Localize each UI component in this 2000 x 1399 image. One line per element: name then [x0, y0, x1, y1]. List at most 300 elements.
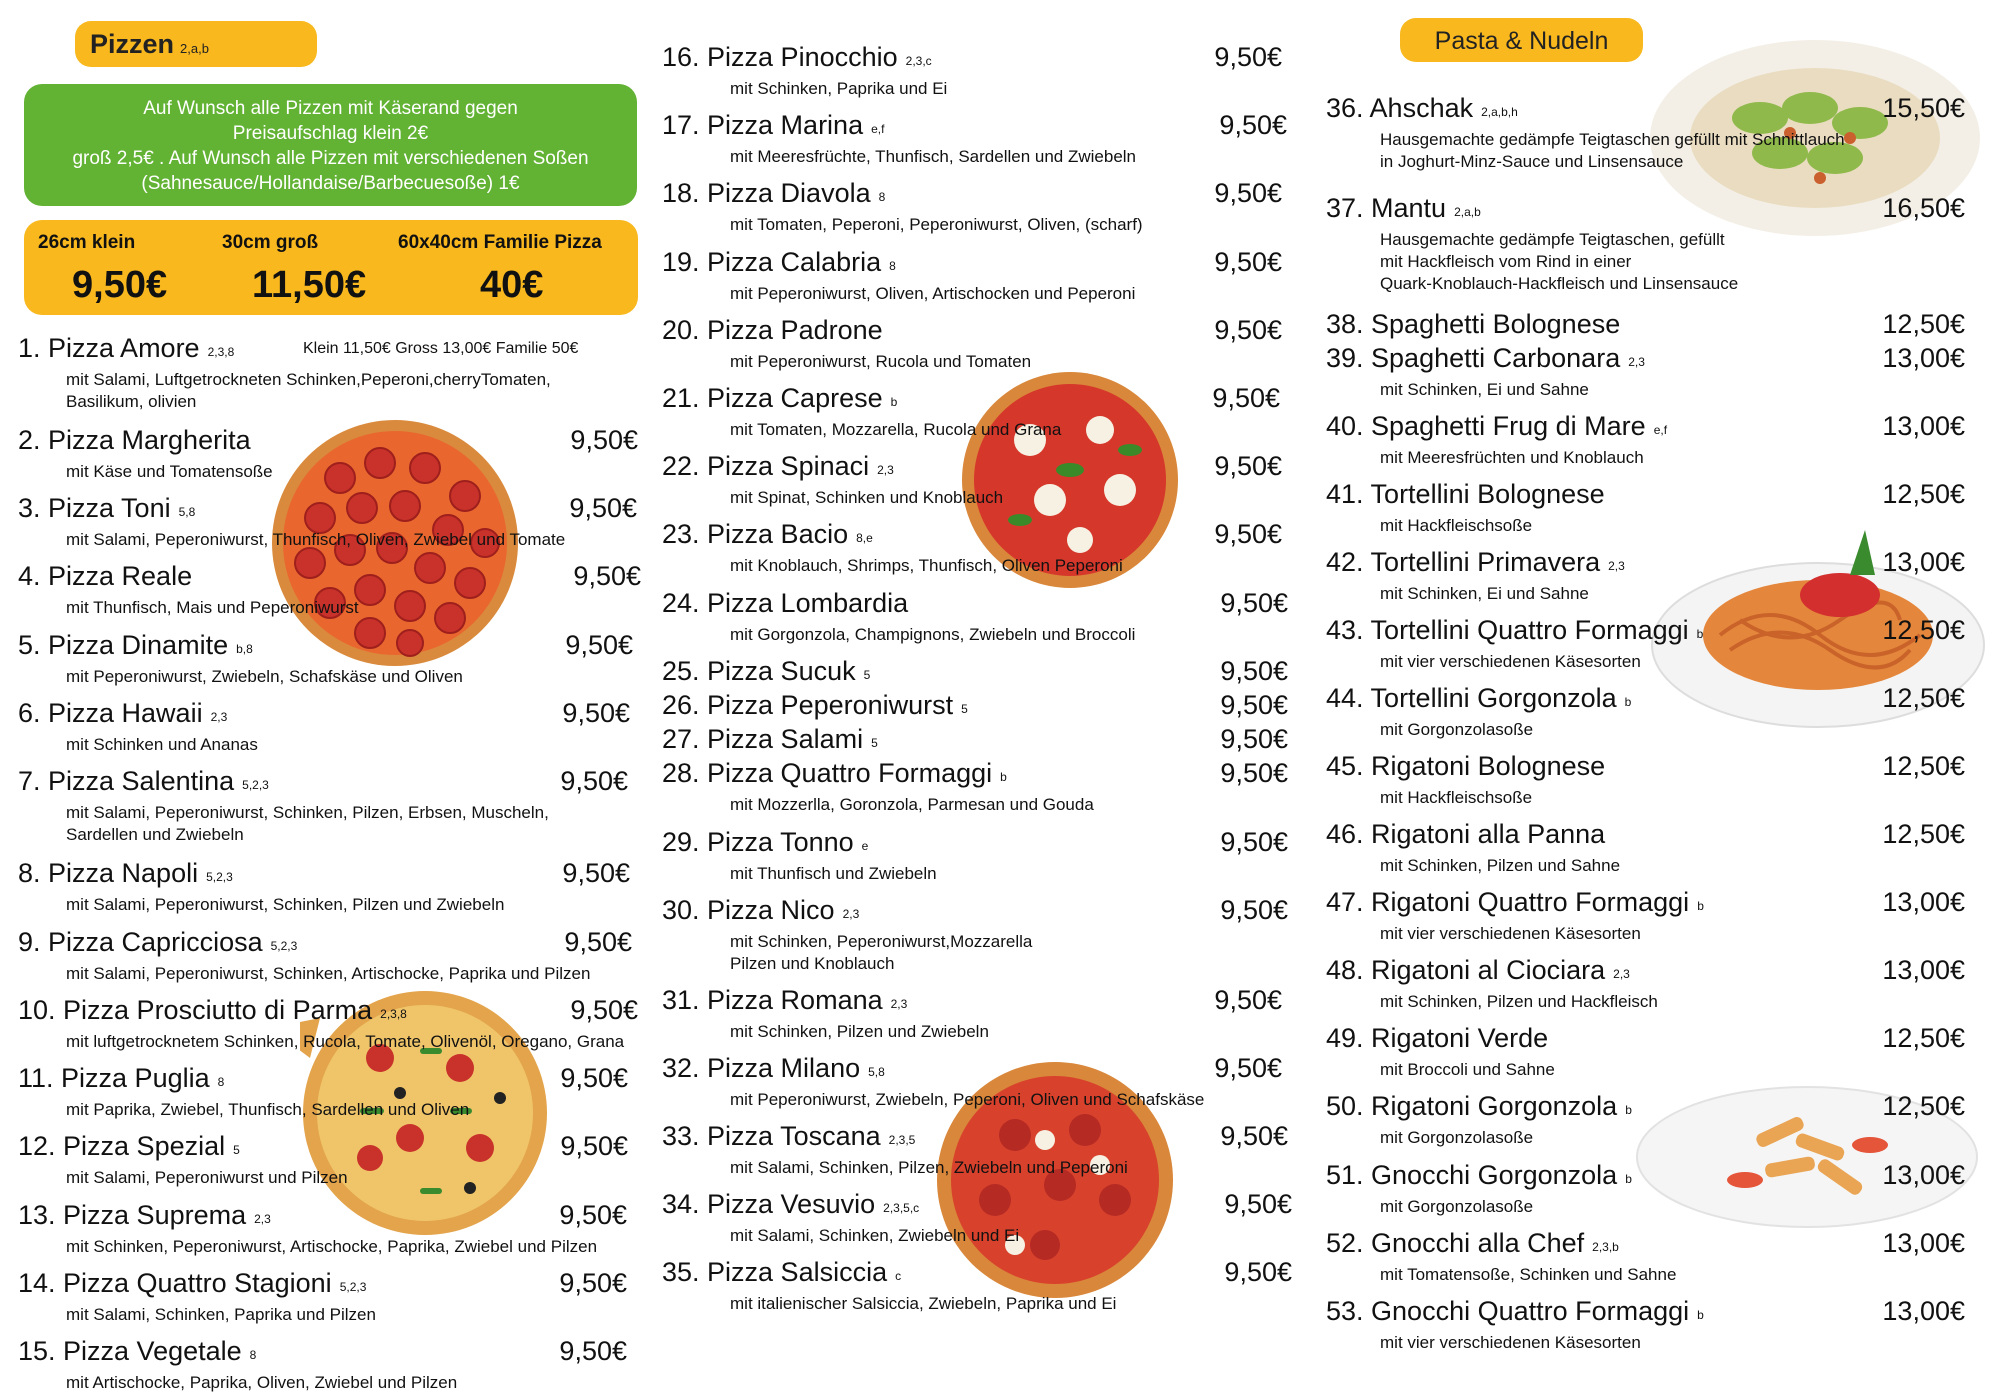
menu-item-name	[1326, 1296, 1704, 1327]
allergen-codes: 2,3,8	[207, 345, 235, 359]
description-line: mit Schinken, Peperoniwurst,Mozzarella	[730, 932, 1033, 951]
menu-item-name	[1326, 887, 1704, 918]
menu-item-price: 9,50€	[1214, 42, 1282, 72]
description-line: mit Thunfisch, Mais und Peperoniwurst	[66, 598, 359, 617]
menu-item-name	[1326, 1160, 1632, 1191]
menu-item-name	[18, 995, 407, 1026]
menu-item-price: 9,50€	[1220, 656, 1288, 686]
menu-item-name	[18, 927, 297, 958]
menu-item-title: 24. Pizza Lombardia	[662, 588, 909, 618]
menu-item-description	[66, 1099, 469, 1121]
allergen-codes: b	[1625, 1172, 1632, 1186]
menu-item-price: 9,50€	[1220, 1121, 1288, 1151]
allergen-codes: 5,8	[868, 1065, 885, 1079]
description-line: mit Schinken, Pilzen und Sahne	[1380, 856, 1621, 875]
allergen-codes: e,f	[871, 122, 885, 136]
menu-item-price: 12,50€	[1882, 1023, 1965, 1053]
menu-item-description	[66, 1372, 457, 1394]
menu-item-description	[730, 555, 1123, 577]
menu-item-description	[730, 1089, 1204, 1111]
menu-item-title: 34. Pizza Vesuvio	[662, 1189, 876, 1219]
allergen-codes: 2,3,b	[1592, 1240, 1619, 1254]
description-line: mit Artischocke, Paprika, Oliven, Zwiebel und Pilzen	[66, 1373, 458, 1392]
menu-item-description	[1380, 855, 1620, 877]
menu-item-name	[18, 858, 233, 889]
allergen-codes: 8	[878, 190, 886, 204]
menu-item-title: 50. Rigatoni Gorgonzola	[1326, 1091, 1618, 1121]
menu-item-title: 5. Pizza Dinamite	[18, 630, 229, 660]
menu-item-price: 12,50€	[1882, 1091, 1965, 1121]
menu-item-price: 13,00€	[1882, 343, 1965, 373]
menu-item-name	[662, 588, 908, 619]
allergen-codes: 5,8	[178, 505, 196, 519]
menu-item-price: 9,50€	[1220, 895, 1288, 925]
allergen-codes: 2,3,c	[905, 54, 932, 68]
menu-item-title: 32. Pizza Milano	[662, 1053, 861, 1083]
menu-item-title: 31. Pizza Romana	[662, 985, 883, 1015]
menu-item-price: 9,50€	[564, 927, 632, 957]
allergen-codes: 5,2,3	[242, 778, 269, 792]
menu-item-name	[18, 1336, 256, 1367]
menu-item-title: 27. Pizza Salami	[662, 724, 864, 754]
description-line: mit Schinken, Pilzen und Zwiebeln	[730, 1022, 989, 1041]
menu-item-title: 35. Pizza Salsiccia	[662, 1257, 888, 1287]
description-line: mit Salami, Luftgetrockneten Schinken,Peperoni,cherryTomaten,	[66, 370, 551, 389]
menu-item-title: 33. Pizza Toscana	[662, 1121, 881, 1151]
allergen-codes: e,f	[1653, 423, 1668, 437]
menu-item-price: 9,50€	[1220, 827, 1288, 857]
menu-item-name	[662, 42, 932, 73]
description-line: Hausgemachte gedämpfe Teigtaschen gefüllt mit Schnittlauch	[1380, 130, 1845, 149]
menu-item-name	[662, 656, 870, 687]
description-line: mit Mozzerlla, Goronzola, Parmesan und Gouda	[730, 795, 1094, 814]
menu-item-description	[66, 597, 359, 619]
size-price: 11,50€	[252, 264, 367, 306]
description-line: mit Käse und Tomatensoße	[66, 462, 273, 481]
menu-item-title: 1. Pizza Amore	[18, 333, 200, 363]
menu-item-price: 9,50€	[1220, 588, 1288, 618]
menu-item-price: 13,00€	[1882, 547, 1965, 577]
allergen-codes: b	[1625, 1103, 1632, 1117]
menu-item-price: 9,50€	[562, 698, 630, 728]
allergen-codes: 2,3	[254, 1212, 271, 1226]
menu-item-description	[1380, 991, 1658, 1013]
menu-item-title: 45. Rigatoni Bolognese	[1326, 751, 1606, 781]
menu-item-title: 37. Mantu	[1326, 193, 1447, 223]
menu-item-price: 13,00€	[1882, 955, 1965, 985]
menu-item-title: 7. Pizza Salentina	[18, 766, 235, 796]
menu-item-description	[66, 1031, 624, 1053]
menu-item-description	[730, 78, 947, 100]
note-line: Preisaufschlag klein 2€	[232, 123, 429, 144]
description-line: mit Peperoniwurst, Zwiebeln, Schafskäse und Oliven	[66, 667, 463, 686]
allergen-codes: 5,2,3	[206, 870, 233, 884]
description-line: mit Paprika, Zwiebel, Thunfisch, Sardellen und Oliven	[66, 1100, 470, 1119]
allergen-codes: b	[890, 395, 898, 409]
menu-item-price: 9,50€	[1212, 383, 1280, 413]
menu-item-title: 18. Pizza Diavola	[662, 178, 871, 208]
menu-item-price: 9,50€	[570, 995, 638, 1025]
menu-item-name	[1326, 343, 1645, 374]
description-line: mit Gorgonzolasoße	[1380, 720, 1534, 739]
menu-item-name	[662, 1053, 885, 1084]
menu-item-price: 9,50€	[559, 1336, 627, 1366]
allergen-codes: 5	[961, 702, 968, 716]
menu-item-name	[1326, 93, 1518, 124]
menu-item-name	[1326, 547, 1625, 578]
menu-item-name	[662, 758, 1007, 789]
menu-item-description	[1380, 1332, 1641, 1354]
menu-item-price: 9,50€	[1214, 178, 1282, 208]
description-line: mit Peperoniwurst, Rucola und Tomaten	[730, 352, 1032, 371]
size-price-box	[24, 220, 638, 315]
menu-item-price: 9,50€	[560, 766, 628, 796]
description-line: mit Salami, Schinken, Zwiebeln und Ei	[730, 1226, 1020, 1245]
menu-item-title: 4. Pizza Reale	[18, 561, 193, 591]
menu-item-title: 41. Tortellini Bolognese	[1326, 479, 1605, 509]
description-line: mit Thunfisch und Zwiebeln	[730, 864, 937, 883]
menu-item-description	[66, 461, 273, 483]
menu-item-description	[730, 1293, 1116, 1315]
note-line: Auf Wunsch alle Pizzen mit Käserand gegen	[143, 98, 518, 119]
menu-item-title: 28. Pizza Quattro Formaggi	[662, 758, 993, 788]
menu-item-name	[1326, 309, 1620, 340]
menu-item-name	[662, 247, 896, 278]
menu-item-description	[730, 1225, 1019, 1247]
allergen-codes: 2,3,5,c	[883, 1201, 920, 1215]
menu-item-title: 47. Rigatoni Quattro Formaggi	[1326, 887, 1690, 917]
menu-item-description	[730, 214, 1143, 236]
menu-item-name	[662, 1257, 901, 1288]
menu-item-price: 9,50€	[1224, 1257, 1292, 1287]
menu-item-price: 9,50€	[559, 1200, 627, 1230]
menu-item-title: 43. Tortellini Quattro Formaggi	[1326, 615, 1689, 645]
menu-item-title: 44. Tortellini Gorgonzola	[1326, 683, 1617, 713]
menu-item-title: 11. Pizza Puglia	[18, 1063, 210, 1093]
allergen-codes: b	[1697, 899, 1704, 913]
menu-item-name	[18, 1268, 366, 1299]
menu-item-price: 9,50€	[1220, 724, 1288, 754]
menu-item-price: 9,50€	[560, 1063, 628, 1093]
allergen-codes: 5,2,3	[339, 1280, 367, 1294]
size-price: 40€	[480, 264, 544, 306]
menu-item-price: 9,50€	[1214, 519, 1282, 549]
description-line: mit Meeresfrüchten und Knoblauch	[1380, 448, 1644, 467]
description-line: mit vier verschiedenen Käsesorten	[1380, 924, 1641, 943]
menu-item-title: 40. Spaghetti Frug di Mare	[1326, 411, 1646, 441]
description-line: mit Salami, Schinken, Paprika und Pilzen	[66, 1305, 376, 1324]
menu-item-name	[1326, 1023, 1548, 1054]
menu-item-name	[1326, 411, 1667, 442]
pizzen-allergens: 2,a,b	[180, 41, 209, 56]
menu-item-description	[730, 146, 1136, 168]
note-line: (Sahnesauce/Hollandaise/Barbecuesoße) 1€	[141, 173, 520, 194]
menu-item-price: 9,50€	[569, 493, 637, 523]
allergen-codes: b	[1697, 1308, 1704, 1322]
allergen-codes: 5	[871, 736, 878, 750]
menu-item-title: 23. Pizza Bacio	[662, 519, 849, 549]
description-line: mit Salami, Peperoniwurst, Schinken, Pilzen, Erbsen, Muscheln,	[66, 803, 549, 822]
menu-item-name	[18, 1200, 271, 1231]
description-line: mit Hackfleisch vom Rind in einer	[1380, 252, 1632, 271]
menu-item-name	[18, 630, 253, 661]
menu-item-description	[1380, 229, 1738, 295]
allergen-codes: b,8	[236, 642, 253, 656]
description-line: mit Salami, Peperoniwurst, Schinken, Artischocke, Paprika und Pilzen	[66, 964, 591, 983]
menu-item-price: 13,00€	[1882, 411, 1965, 441]
menu-item-title: 8. Pizza Napoli	[18, 858, 199, 888]
menu-item-description	[66, 963, 590, 985]
size-label: 60x40cm Familie Pizza	[398, 232, 602, 253]
menu-item-price: 9,50€	[570, 425, 638, 455]
description-line: mit Gorgonzola, Champignons, Zwiebeln und Broccoli	[730, 625, 1136, 644]
menu-item-description	[1380, 1196, 1533, 1218]
allergen-codes: 2,3	[890, 997, 908, 1011]
menu-item-price: 13,00€	[1882, 1160, 1965, 1190]
menu-item-name	[1326, 683, 1631, 714]
allergen-codes: b	[1696, 627, 1704, 641]
menu-item-description	[1380, 447, 1644, 469]
description-line: mit Schinken, Paprika und Ei	[730, 79, 948, 98]
allergen-codes: 5	[863, 668, 871, 682]
allergen-codes: 8	[889, 259, 896, 273]
menu-item-title: 15. Pizza Vegetale	[18, 1336, 242, 1366]
menu-item-description	[1380, 651, 1641, 673]
description-line: mit Meeresfrüchte, Thunfisch, Sardellen und Zwiebeln	[730, 147, 1136, 166]
menu-item-description	[730, 419, 1061, 441]
menu-item-price: 9,50€	[1214, 451, 1282, 481]
menu-item-title: 29. Pizza Tonno	[662, 827, 854, 857]
menu-item-title: 17. Pizza Marina	[662, 110, 864, 140]
pasta-header	[1400, 18, 1643, 62]
menu-item-price: 12,50€	[1882, 683, 1965, 713]
allergen-codes: 2,a,b	[1454, 205, 1481, 219]
menu-item-title: 3. Pizza Toni	[18, 493, 171, 523]
menu-item-description	[1380, 1059, 1555, 1081]
menu-item-price: 16,50€	[1882, 193, 1965, 223]
allergen-codes: 5	[233, 1143, 240, 1157]
menu-item-name	[1326, 615, 1703, 646]
menu-item-description	[730, 351, 1031, 373]
menu-item-price: 9,50€	[1214, 1053, 1282, 1083]
menu-item-description	[730, 487, 1003, 509]
description-line: mit Gorgonzolasoße	[1380, 1197, 1534, 1216]
menu-item-title: 39. Spaghetti Carbonara	[1326, 343, 1621, 373]
description-line: mit italienischer Salsiccia, Zwiebeln, Paprika und Ei	[730, 1294, 1117, 1313]
allergen-codes: b	[1624, 695, 1632, 709]
menu-item-name	[662, 178, 885, 209]
menu-item-price: 9,50€	[573, 561, 641, 591]
menu-item-price: 12,50€	[1882, 819, 1965, 849]
menu-item-title: 21. Pizza Caprese	[662, 383, 883, 413]
menu-item-name	[1326, 479, 1605, 510]
menu-item-description	[66, 802, 549, 846]
menu-item-title: 30. Pizza Nico	[662, 895, 835, 925]
menu-item-price: 12,50€	[1882, 615, 1965, 645]
description-line: mit Hackfleischsoße	[1380, 788, 1533, 807]
menu-item-name	[1326, 193, 1481, 224]
menu-item-name	[18, 493, 195, 524]
description-line: mit vier verschiedenen Käsesorten	[1380, 652, 1641, 671]
menu-item-price: 12,50€	[1882, 479, 1965, 509]
menu-item-name	[662, 985, 907, 1016]
allergen-codes: 8	[249, 1348, 257, 1362]
menu-item-title: 42. Tortellini Primavera	[1326, 547, 1601, 577]
menu-item-name	[662, 451, 894, 482]
description-line: Basilikum, olivien	[66, 392, 197, 411]
description-line: mit Salami, Schinken, Pilzen, Zwiebeln und Peperoni	[730, 1158, 1128, 1177]
description-line: mit Peperoniwurst, Zwiebeln, Peperoni, Oliven und Schafskäse	[730, 1090, 1205, 1109]
menu-item-description	[1380, 129, 1845, 173]
menu-item-name	[18, 561, 192, 592]
menu-item-name	[1326, 1091, 1632, 1122]
menu-item-title: 22. Pizza Spinaci	[662, 451, 870, 481]
menu-item-title: 51. Gnocchi Gorgonzola	[1326, 1160, 1618, 1190]
menu-item-price: 13,00€	[1882, 1296, 1965, 1326]
description-line: mit Peperoniwurst, Oliven, Artischocken und Peperoni	[730, 284, 1136, 303]
description-line: Pilzen und Knoblauch	[730, 954, 895, 973]
menu-item-price: 13,00€	[1882, 1228, 1965, 1258]
menu-item-title: 49. Rigatoni Verde	[1326, 1023, 1549, 1053]
menu-item-name	[18, 766, 269, 797]
menu-item-price: 13,00€	[1882, 887, 1965, 917]
menu-item-title: 20. Pizza Padrone	[662, 315, 883, 345]
description-line: mit luftgetrocknetem Schinken, Rucola, Tomate, Olivenöl, Oregano, Grana	[66, 1032, 625, 1051]
description-line: mit Hackfleischsoße	[1380, 516, 1533, 535]
menu-item-description	[1380, 583, 1589, 605]
menu-item-description	[66, 529, 565, 551]
menu-item-description	[730, 1157, 1128, 1179]
allergen-codes: b	[1000, 770, 1007, 784]
menu-item-title: 14. Pizza Quattro Stagioni	[18, 1268, 332, 1298]
menu-item-name	[662, 315, 883, 346]
menu-item-description	[1380, 787, 1532, 809]
cheese-crust-note	[24, 84, 637, 206]
pizzen-header	[75, 21, 317, 67]
menu-item-name	[662, 827, 868, 858]
description-line: mit Salami, Peperoniwurst und Pilzen	[66, 1168, 348, 1187]
menu-item-name	[1326, 1228, 1619, 1259]
menu-item-name	[18, 1131, 240, 1162]
menu-item-title: 46. Rigatoni alla Panna	[1326, 819, 1606, 849]
menu-item-title: 10. Pizza Prosciutto di Parma	[18, 995, 373, 1025]
description-line: mit Salami, Peperoniwurst, Thunfisch, Oliven, Zwiebel und Tomate	[66, 530, 566, 549]
menu-item-price: 9,50€	[1214, 985, 1282, 1015]
description-line: mit Schinken, Ei und Sahne	[1380, 380, 1589, 399]
description-line: mit Schinken, Peperoniwurst, Artischocke, Paprika, Zwiebel und Pilzen	[66, 1237, 598, 1256]
description-line: mit Schinken, Pilzen und Hackfleisch	[1380, 992, 1658, 1011]
menu-item-name	[662, 895, 859, 926]
menu-item-description	[1380, 1127, 1533, 1149]
menu-item-price: 9,50€	[1220, 758, 1288, 788]
allergen-codes: 2,3	[842, 907, 860, 921]
size-price: 9,50€	[72, 264, 168, 306]
menu-item-name	[18, 698, 227, 729]
description-line: mit vier verschiedenen Käsesorten	[1380, 1333, 1641, 1352]
menu-item-price: 9,50€	[1224, 1189, 1292, 1219]
menu-item-title: 16. Pizza Pinocchio	[662, 42, 898, 72]
menu-item-description	[66, 369, 551, 413]
allergen-codes: 5,2,3	[270, 939, 298, 953]
allergen-codes: 2,3	[1608, 559, 1625, 573]
menu-item-price: 9,50€	[1219, 110, 1287, 140]
allergen-codes: 2,3,8	[380, 1007, 407, 1021]
menu-item-description	[1380, 379, 1589, 401]
size-label: 30cm groß	[222, 232, 319, 253]
description-line: mit Knoblauch, Shrimps, Thunfisch, Oliven Peperoni	[730, 556, 1123, 575]
menu-item-description	[730, 931, 1032, 975]
menu-item-description	[66, 734, 258, 756]
menu-item-title: 19. Pizza Calabria	[662, 247, 882, 277]
menu-item-description	[66, 894, 504, 916]
menu-item-description	[66, 1167, 348, 1189]
menu-item-price: 12,50€	[1882, 751, 1965, 781]
description-line: mit Tomatensoße, Schinken und Sahne	[1380, 1265, 1677, 1284]
menu-item-name	[662, 383, 897, 414]
description-line: Hausgemachte gedämpfe Teigtaschen, gefüllt	[1380, 230, 1725, 249]
allergen-codes: 2,3	[1613, 967, 1630, 981]
menu-item-description	[1380, 923, 1641, 945]
description-line: mit Tomaten, Peperoni, Peperoniwurst, Oliven, (scharf)	[730, 215, 1143, 234]
menu-item-price: 9,50€	[559, 1268, 627, 1298]
allergen-codes: e	[861, 839, 869, 853]
menu-item-description	[730, 624, 1135, 646]
menu-item-price: 9,50€	[1214, 315, 1282, 345]
menu-item-price: 9,50€	[565, 630, 633, 660]
menu-item-description	[1380, 719, 1533, 741]
menu-item-title: 6. Pizza Hawaii	[18, 698, 203, 728]
note-line: groß 2,5€ . Auf Wunsch alle Pizzen mit verschiedenen Soßen	[72, 148, 589, 169]
description-line: mit Spinat, Schinken und Knoblauch	[730, 488, 1004, 507]
menu-item-name	[662, 690, 968, 721]
pizzen-title: Pizzen	[90, 29, 175, 59]
menu-item-name	[18, 425, 251, 456]
menu-item-description	[730, 1021, 989, 1043]
menu-item-name	[18, 333, 234, 364]
menu-item-title: 36. Ahschak	[1326, 93, 1474, 123]
allergen-codes: 8	[217, 1075, 225, 1089]
menu-item-title: 13. Pizza Suprema	[18, 1200, 247, 1230]
menu-item-description	[730, 863, 937, 885]
description-line: mit Gorgonzolasoße	[1380, 1128, 1534, 1147]
menu-item-price: 9,50€	[562, 858, 630, 888]
allergen-codes: c	[895, 1269, 902, 1283]
menu-item-name	[662, 110, 884, 141]
menu-item-name	[662, 1189, 919, 1220]
description-line: mit Tomaten, Mozzarella, Rucola und Grana	[730, 420, 1062, 439]
menu-item-title: 38. Spaghetti Bolognese	[1326, 309, 1621, 339]
menu-item-price: 15,50€	[1882, 93, 1965, 123]
description-line: mit Broccoli und Sahne	[1380, 1060, 1555, 1079]
menu-item-title: 2. Pizza Margherita	[18, 425, 251, 455]
menu-item-price: 9,50€	[1214, 247, 1282, 277]
menu-item-price: 9,50€	[560, 1131, 628, 1161]
menu-item-name	[1326, 751, 1605, 782]
description-line: mit Salami, Peperoniwurst, Schinken, Pilzen und Zwiebeln	[66, 895, 505, 914]
menu-item-title: 48. Rigatoni al Ciociara	[1326, 955, 1606, 985]
description-line: in Joghurt-Minz-Sauce und Linsensauce	[1380, 152, 1684, 171]
menu-item-name	[662, 724, 878, 755]
menu-item-description	[66, 666, 463, 688]
menu-item-description	[66, 1236, 597, 1258]
menu-item-title: 52. Gnocchi alla Chef	[1326, 1228, 1585, 1258]
menu-item-title: 25. Pizza Sucuk	[662, 656, 856, 686]
menu-item-title: 26. Pizza Peperoniwurst	[662, 690, 954, 720]
menu-item-title: 9. Pizza Capricciosa	[18, 927, 263, 957]
size-label: 26cm klein	[38, 232, 136, 253]
amore-size-prices: Klein 11,50€ Gross 13,00€ Familie 50€	[303, 340, 579, 357]
description-line: mit Schinken, Ei und Sahne	[1380, 584, 1589, 603]
